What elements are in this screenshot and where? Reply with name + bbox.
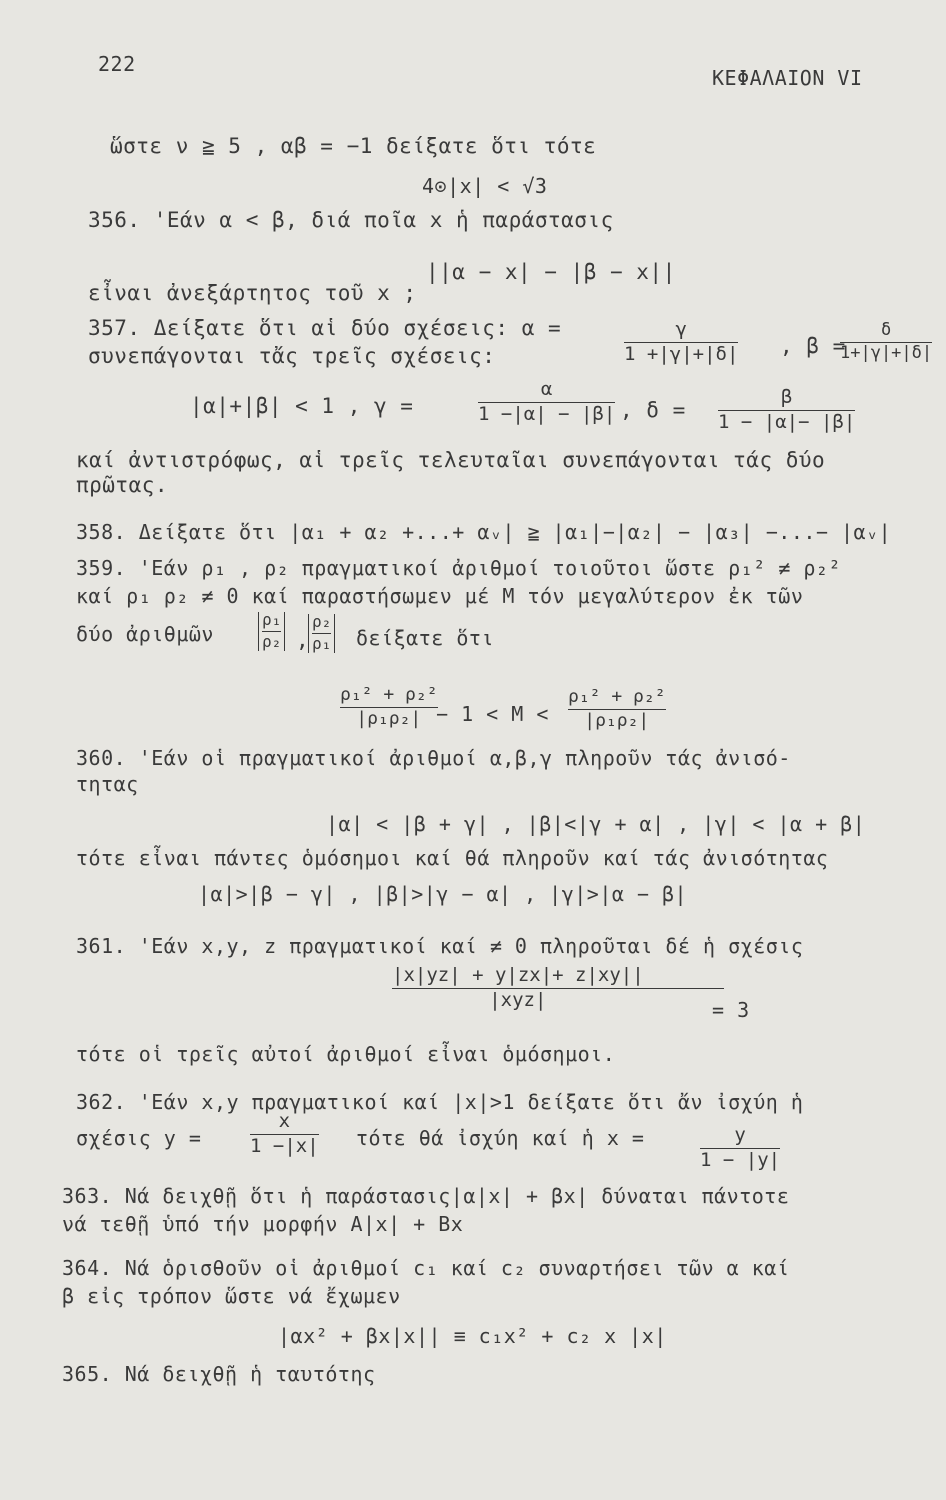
fraction: [568, 688, 666, 731]
formula-line: |αx² + βx|x|| ≡ c₁x² + c₂ x |x|: [278, 1324, 667, 1348]
text-fragment: δύο ἀριθμῶν: [76, 622, 214, 646]
fraction-denominator: 1 −|x|: [250, 1134, 319, 1157]
problem-359: 359. 'Εάν ρ₁ , ρ₂ πραγματικοί ἀριθμοί τοιοῦτοι ὥστε ρ₁² ≠ ρ₂²: [76, 556, 842, 580]
text-fragment: , δ =: [620, 398, 686, 422]
text-line: καί ἀντιστρόφως, αἱ τρεῖς τελευταῖαι συνεπάγονται τάς δύο: [76, 448, 826, 472]
problem-364: 364. Νά ὁρισθοῦν οἱ ἀριθμοί c₁ καί c₂ συναρτήσει τῶν α καί: [62, 1256, 790, 1280]
text-fragment: , β =: [780, 334, 846, 358]
fraction: [840, 322, 932, 363]
fraction-numerator: α: [540, 378, 553, 400]
fraction-bar: [392, 988, 724, 989]
formula-line: |α|>|β − γ| , |β|>|γ − α| , |γ|>|α − β|: [198, 882, 688, 906]
fraction-denominator: 1 − |y|: [700, 1148, 781, 1171]
problem-357: 357. Δείξατε ὅτι αἱ δύο σχέσεις: α =: [88, 316, 562, 340]
fraction-numerator: ρ₁² + ρ₂²: [340, 684, 438, 705]
fraction-denominator: ρ₁: [312, 633, 332, 653]
fraction-denominator: 1 −|α| − |β|: [478, 402, 616, 425]
fraction-denominator: |ρ₁ρ₂|: [356, 707, 422, 729]
text-fragment: δείξατε ὅτι: [356, 626, 494, 650]
abs-fraction: [308, 614, 335, 653]
fraction: [718, 388, 855, 433]
text-line: τότε οἱ τρεῖς αὐτοί ἀριθμοί εἶναι ὁμόσημοι.: [76, 1042, 616, 1066]
fraction-denominator: ρ₂: [262, 631, 282, 651]
problem-363: 363. Νά δειχθῇ ὅτι ἡ παράστασις|α|x| + βx| δύναται πάντοτε: [62, 1184, 790, 1208]
fraction: [478, 380, 615, 425]
page-number: 222: [98, 52, 136, 76]
formula-fragment: − 1 < Μ <: [436, 702, 549, 726]
text-line: τητας: [76, 772, 139, 796]
fraction-numerator: δ: [880, 320, 892, 340]
fraction-denominator: |xyz|: [489, 988, 547, 1011]
text-line: τότε εἶναι πάντες ὁμόσημοι καί θά πληροῦν καί τάς ἀνισότητας: [76, 846, 829, 870]
fraction-numerator: β: [780, 386, 793, 408]
fraction: [250, 1112, 319, 1157]
chapter-heading: ΚΕΦΑΛΑΙΟΝ VI: [712, 66, 863, 90]
text-line: β εἰς τρόπον ὥστε νά ἔχωμεν: [62, 1284, 401, 1308]
text-line: πρῶτας.: [76, 473, 169, 497]
formula-line: |α| < |β + γ| , |β|<|γ + α| , |γ| < |α + β|: [326, 812, 866, 836]
formula-fragment: = 3: [712, 998, 750, 1022]
problem-356: 356. 'Εάν α < β, διά ποῖα x ἡ παράστασις: [88, 208, 614, 232]
text-line: συνεπάγονται τἄς τρεῖς σχέσεις:: [88, 344, 496, 368]
fraction-numerator: ρ₂: [312, 612, 332, 631]
fraction-numerator: ρ₁² + ρ₂²: [568, 686, 666, 707]
fraction-numerator: y: [734, 1124, 746, 1146]
problem-360: 360. 'Εάν οἱ πραγματικοί ἀριθμοί α,β,γ πληροῦν τάς ἀνισό-: [76, 746, 791, 770]
fraction: [700, 1126, 780, 1171]
fraction: [392, 966, 644, 1011]
fraction: [340, 686, 438, 729]
problem-358: 358. Δείξατε ὅτι |α₁ + α₂ +...+ αᵥ| ≧ |α₁|−|α₂| − |α₃| −...− |αᵥ|: [76, 520, 892, 544]
text-line: νά τεθῇ ὑπό τήν μορφήν A|x| + Bx: [62, 1212, 464, 1236]
abs-fraction: [258, 612, 285, 651]
text-line: καί ρ₁ ρ₂ ≠ 0 καί παραστήσωμεν μέ Μ τόν μεγαλύτερον ἐκ τῶν: [76, 584, 804, 608]
problem-362: 362. 'Εάν x,y πραγματικοί καί |x|>1 δείξατε ὅτι ἄν ἰσχύη ἡ: [76, 1090, 804, 1114]
fraction-numerator: |x|yz| + y|zx|+ z|xy||: [392, 964, 644, 986]
text-line: ὥστε ν ≧ 5 , αβ = −1 δείξατε ὅτι τότε: [110, 134, 597, 158]
separator: ,: [296, 628, 310, 652]
text-line: εἶναι ἀνεξάρτητος τοῦ x ;: [88, 281, 417, 305]
fraction: [624, 320, 738, 365]
text-fragment: τότε θά ἰσχύη καί ἡ x =: [356, 1126, 645, 1150]
formula-line: ||α − x| − |β − x||: [426, 260, 676, 284]
fraction-numerator: γ: [675, 318, 687, 340]
fraction-denominator: |ρ₁ρ₂|: [584, 709, 650, 731]
fraction-denominator: 1 +|γ|+|δ|: [624, 342, 739, 365]
formula-line: |α|+|β| < 1 , γ =: [190, 394, 414, 418]
formula-line: 4⊙|x| < √3: [422, 174, 548, 198]
fraction-numerator: ρ₁: [262, 610, 282, 629]
fraction-denominator: 1+|γ|+|δ|: [840, 342, 933, 363]
text-fragment: σχέσις y =: [76, 1126, 202, 1150]
fraction-numerator: x: [278, 1110, 291, 1132]
fraction-denominator: 1 − |α|− |β|: [718, 410, 856, 433]
problem-361: 361. 'Εάν x,y, z πραγματικοί καί ≠ 0 πληροῦται δέ ἡ σχέσις: [76, 934, 804, 958]
problem-365: 365. Νά δειχθῇ ἡ ταυτότης: [62, 1362, 376, 1386]
